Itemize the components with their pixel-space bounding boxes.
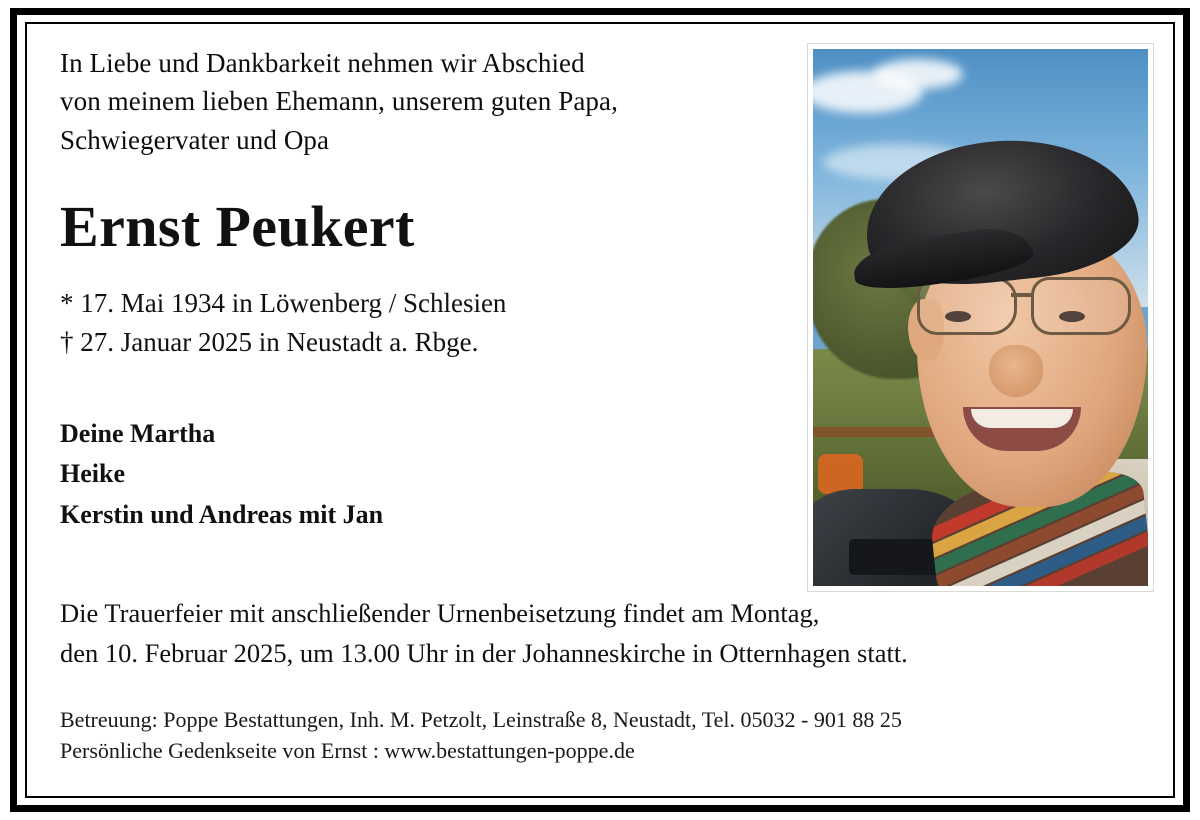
intro-line-2: von meinem lieben Ehemann, unserem guten Papa, — [60, 86, 618, 117]
teeth — [971, 409, 1073, 428]
intro-line-1: In Liebe und Dankbarkeit nehmen wir Abschied — [60, 48, 585, 78]
eyeglasses — [913, 277, 1145, 335]
jacket-patch — [849, 539, 941, 575]
ceremony-line-2: den 10. Februar 2025, um 13.00 Uhr in der Johanneskirche in Otternhagen statt. — [60, 638, 908, 669]
portrait-photo-image — [813, 49, 1148, 586]
intro-text — [60, 44, 780, 159]
death-date-line: † 27. Januar 2025 in Neustadt a. Rbge. — [60, 327, 479, 358]
intro-line-3: Schwiegervater und Opa — [60, 124, 330, 155]
family-line-2: Heike — [60, 459, 125, 489]
family-line-1: Deine Martha — [60, 419, 216, 449]
funeral-home-info — [60, 704, 1154, 768]
nose — [989, 345, 1043, 397]
glasses-lens — [1031, 277, 1131, 335]
glasses-lens — [917, 277, 1017, 335]
cloud-shape — [873, 59, 963, 89]
deceased-name: Ernst Peukert — [60, 193, 415, 259]
portrait-photo — [808, 44, 1153, 591]
orange-object — [818, 454, 863, 494]
ceremony-line-1: Die Trauerfeier mit anschließender Urnenbeisetzung findet am Montag, — [60, 598, 820, 629]
glasses-bridge — [1011, 293, 1033, 297]
funeral-home-line: Betreuung: Poppe Bestattungen, Inh. M. Petzolt, Leinstraße 8, Neustadt, Tel. 05032 - 901 88 25 — [60, 706, 902, 732]
birth-date-line: * 17. Mai 1934 in Löwenberg / Schlesien — [60, 287, 507, 318]
family-line-3: Kerstin und Andreas mit Jan — [60, 499, 384, 529]
memorial-page-line: Persönliche Gedenkseite von Ernst : www.bestattungen-poppe.de — [60, 738, 635, 764]
ceremony-details — [60, 593, 1154, 674]
